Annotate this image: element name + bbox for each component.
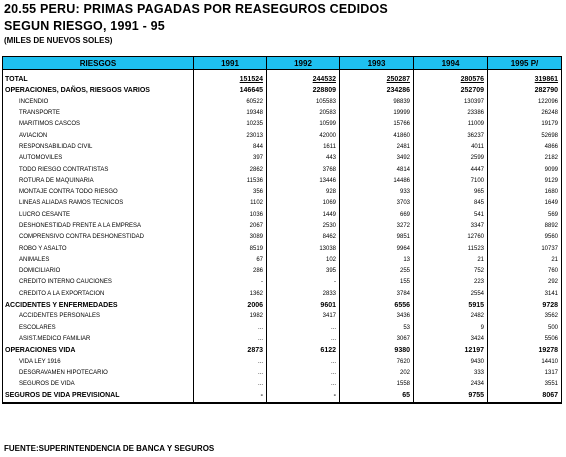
value-cell: 9601 [267,300,340,311]
value-cell: 130397 [414,97,488,108]
value-cell: 9728 [488,300,562,311]
row-label: ACCIDENTES Y ENFERMEDADES [3,300,194,311]
value-cell: - [267,277,340,288]
value-cell: 286 [194,266,267,277]
value-cell: 2067 [194,221,267,232]
value-cell: 146645 [194,85,267,96]
value-cell: 9560 [488,232,562,243]
table-row [3,164,562,175]
value-cell: 2182 [488,153,562,164]
row-label: TOTAL [3,74,194,85]
header-1995: 1995 P/ [488,57,562,70]
value-cell: 13 [340,255,414,266]
value-cell: 319861 [488,74,562,85]
value-cell: 3562 [488,311,562,322]
table-row [3,232,562,243]
table-row [3,356,562,367]
value-cell: 9851 [340,232,414,243]
table-row [3,176,562,187]
table-row [3,97,562,108]
row-label: DOMICILIARIO [3,266,194,277]
value-cell: ... [194,334,267,345]
value-cell: 282790 [488,85,562,96]
value-cell: - [194,390,267,402]
value-cell: 252709 [414,85,488,96]
value-cell: 2873 [194,345,267,356]
row-label: TODO RIESGO CONTRATISTAS [3,164,194,175]
value-cell: 8519 [194,243,267,254]
value-cell: 356 [194,187,267,198]
value-cell: 1680 [488,187,562,198]
value-cell: 21 [488,255,562,266]
value-cell: 2530 [267,221,340,232]
category-row [3,345,562,356]
value-cell: 3089 [194,232,267,243]
value-cell: 752 [414,266,488,277]
value-cell: 6556 [340,300,414,311]
value-cell: 4866 [488,142,562,153]
value-cell: 3417 [267,311,340,322]
row-label: COMPRENSIVO CONTRA DESHONESTIDAD [3,232,194,243]
value-cell: 1362 [194,289,267,300]
row-label: ROTURA DE MAQUINARIA [3,176,194,187]
header-1992: 1992 [267,57,340,70]
source-note: FUENTE:SUPERINTENDENCIA DE BANCA Y SEGUROS [4,444,215,453]
header-riesgos: RIESGOS [3,57,194,70]
table-row [3,108,562,119]
value-cell: 155 [340,277,414,288]
value-cell: 928 [267,187,340,198]
value-cell: 292 [488,277,562,288]
value-cell: 965 [414,187,488,198]
value-cell: 60522 [194,97,267,108]
value-cell: 65 [340,390,414,402]
value-cell: 11523 [414,243,488,254]
table-row [3,368,562,379]
row-label: OPERACIONES, DAÑOS, RIESGOS VARIOS [3,85,194,96]
value-cell: 5915 [414,300,488,311]
value-cell: 151524 [194,74,267,85]
header-1993: 1993 [340,57,414,70]
premiums-table [2,56,562,404]
value-cell: 244532 [267,74,340,85]
table-row [3,130,562,141]
value-cell: 4011 [414,142,488,153]
value-cell: 3784 [340,289,414,300]
value-cell: 41860 [340,130,414,141]
value-cell: 98839 [340,97,414,108]
value-cell: ... [267,368,340,379]
value-cell: 250287 [340,74,414,85]
table-row [3,255,562,266]
value-cell: 14410 [488,356,562,367]
value-cell: 13446 [267,176,340,187]
value-cell: 3492 [340,153,414,164]
row-label: RESPONSABILIDAD CIVIL [3,142,194,153]
row-label: MONTAJE CONTRA TODO RIESGO [3,187,194,198]
value-cell: 223 [414,277,488,288]
value-cell: 669 [340,210,414,221]
value-cell: 10235 [194,119,267,130]
value-cell: 15766 [340,119,414,130]
value-cell: 12197 [414,345,488,356]
value-cell: ... [194,379,267,390]
value-cell: 11536 [194,176,267,187]
value-cell: 845 [414,198,488,209]
value-cell: 2833 [267,289,340,300]
value-cell: 42000 [267,130,340,141]
table-row [3,266,562,277]
row-label: OPERACIONES VIDA [3,345,194,356]
value-cell: 3347 [414,221,488,232]
value-cell: 19179 [488,119,562,130]
row-label: AVIACION [3,130,194,141]
value-cell: 1982 [194,311,267,322]
category-row [3,85,562,96]
value-cell: 9099 [488,164,562,175]
value-cell: 3436 [340,311,414,322]
value-cell: 4447 [414,164,488,175]
value-cell: 3768 [267,164,340,175]
table-row [3,221,562,232]
row-label: TRANSPORTE [3,108,194,119]
value-cell: 5506 [488,334,562,345]
value-cell: ... [267,356,340,367]
row-label: ANIMALES [3,255,194,266]
row-label: ACCIDENTES PERSONALES [3,311,194,322]
value-cell: 53 [340,323,414,334]
value-cell: 2599 [414,153,488,164]
value-cell: 9129 [488,176,562,187]
category-row [3,74,562,85]
value-cell: 9964 [340,243,414,254]
value-cell: 2481 [340,142,414,153]
row-label: CREDITO INTERNO CAUCIONES [3,277,194,288]
value-cell: 1558 [340,379,414,390]
value-cell: ... [267,323,340,334]
value-cell: 3141 [488,289,562,300]
value-cell: 7620 [340,356,414,367]
row-label: ASIST.MEDICO FAMILIAR [3,334,194,345]
value-cell: 9 [414,323,488,334]
value-cell: 9430 [414,356,488,367]
value-cell: 11009 [414,119,488,130]
table-title: 20.55 PERU: PRIMAS PAGADAS POR REASEGUROS CEDIDOS [4,2,388,16]
value-cell: 844 [194,142,267,153]
value-cell: 10737 [488,243,562,254]
value-cell: 23013 [194,130,267,141]
row-label: LUCRO CESANTE [3,210,194,221]
row-label: DESHONESTIDAD FRENTE A LA EMPRESA [3,221,194,232]
table-row [3,323,562,334]
row-label: INCENDIO [3,97,194,108]
unit-note: (MILES DE NUEVOS SOLES) [4,36,113,45]
value-cell: 1069 [267,198,340,209]
value-cell: 7100 [414,176,488,187]
value-cell: 52698 [488,130,562,141]
row-label: ESCOLARES [3,323,194,334]
value-cell: 3424 [414,334,488,345]
value-cell: 2862 [194,164,267,175]
value-cell: 105583 [267,97,340,108]
value-cell: 2006 [194,300,267,311]
table-row [3,334,562,345]
header-1991: 1991 [194,57,267,70]
value-cell: 8067 [488,390,562,402]
value-cell: 541 [414,210,488,221]
value-cell: ... [267,379,340,390]
value-cell: 2434 [414,379,488,390]
header-row [3,57,562,70]
value-cell: 397 [194,153,267,164]
value-cell: ... [194,323,267,334]
value-cell: 1649 [488,198,562,209]
value-cell: 67 [194,255,267,266]
value-cell: 9380 [340,345,414,356]
value-cell: 1036 [194,210,267,221]
table-row [3,187,562,198]
row-label: DESGRAVAMEN HIPOTECARIO [3,368,194,379]
value-cell: 102 [267,255,340,266]
value-cell: 1611 [267,142,340,153]
value-cell: ... [194,368,267,379]
value-cell: 228809 [267,85,340,96]
row-label: SEGUROS DE VIDA PREVISIONAL [3,390,194,402]
value-cell: 3272 [340,221,414,232]
table-row [3,198,562,209]
value-cell: 23386 [414,108,488,119]
value-cell: 20583 [267,108,340,119]
value-cell: 9755 [414,390,488,402]
value-cell: 14486 [340,176,414,187]
value-cell: 280576 [414,74,488,85]
value-cell: 19278 [488,345,562,356]
table-row [3,289,562,300]
row-label: CREDITO A LA EXPORTACION [3,289,194,300]
value-cell: 333 [414,368,488,379]
value-cell: 395 [267,266,340,277]
value-cell: 3067 [340,334,414,345]
table-row [3,277,562,288]
table-row [3,379,562,390]
table-row [3,119,562,130]
value-cell: 1449 [267,210,340,221]
value-cell: 4814 [340,164,414,175]
header-1994: 1994 [414,57,488,70]
value-cell: 36237 [414,130,488,141]
row-label: AUTOMOVILES [3,153,194,164]
value-cell: 443 [267,153,340,164]
value-cell: 19999 [340,108,414,119]
category-row [3,300,562,311]
row-label: ROBO Y ASALTO [3,243,194,254]
table-row [3,153,562,164]
value-cell: 1102 [194,198,267,209]
table-subtitle: SEGUN RIESGO, 1991 - 95 [4,19,165,33]
value-cell: 2554 [414,289,488,300]
value-cell: 760 [488,266,562,277]
category-row [3,390,562,402]
row-label: SEGUROS DE VIDA [3,379,194,390]
value-cell: 255 [340,266,414,277]
value-cell: - [194,277,267,288]
value-cell: 19348 [194,108,267,119]
value-cell: 3703 [340,198,414,209]
value-cell: 13038 [267,243,340,254]
table-row [3,243,562,254]
value-cell: 12760 [414,232,488,243]
value-cell: 8892 [488,221,562,232]
table-row [3,210,562,221]
table-row [3,311,562,322]
table-body [3,70,562,403]
row-label: MARITIMOS CASCOS [3,119,194,130]
row-label: LINEAS ALIADAS RAMOS TECNICOS [3,198,194,209]
value-cell: 26248 [488,108,562,119]
row-label: VIDA LEY 1916 [3,356,194,367]
value-cell: 122096 [488,97,562,108]
value-cell: 8462 [267,232,340,243]
table-row [3,142,562,153]
value-cell: 3551 [488,379,562,390]
value-cell: ... [194,356,267,367]
value-cell: 10599 [267,119,340,130]
value-cell: 21 [414,255,488,266]
value-cell: 6122 [267,345,340,356]
value-cell: - [267,390,340,402]
value-cell: 234286 [340,85,414,96]
value-cell: 1317 [488,368,562,379]
value-cell: 569 [488,210,562,221]
value-cell: ... [267,334,340,345]
value-cell: 933 [340,187,414,198]
value-cell: 2482 [414,311,488,322]
value-cell: 202 [340,368,414,379]
value-cell: 500 [488,323,562,334]
